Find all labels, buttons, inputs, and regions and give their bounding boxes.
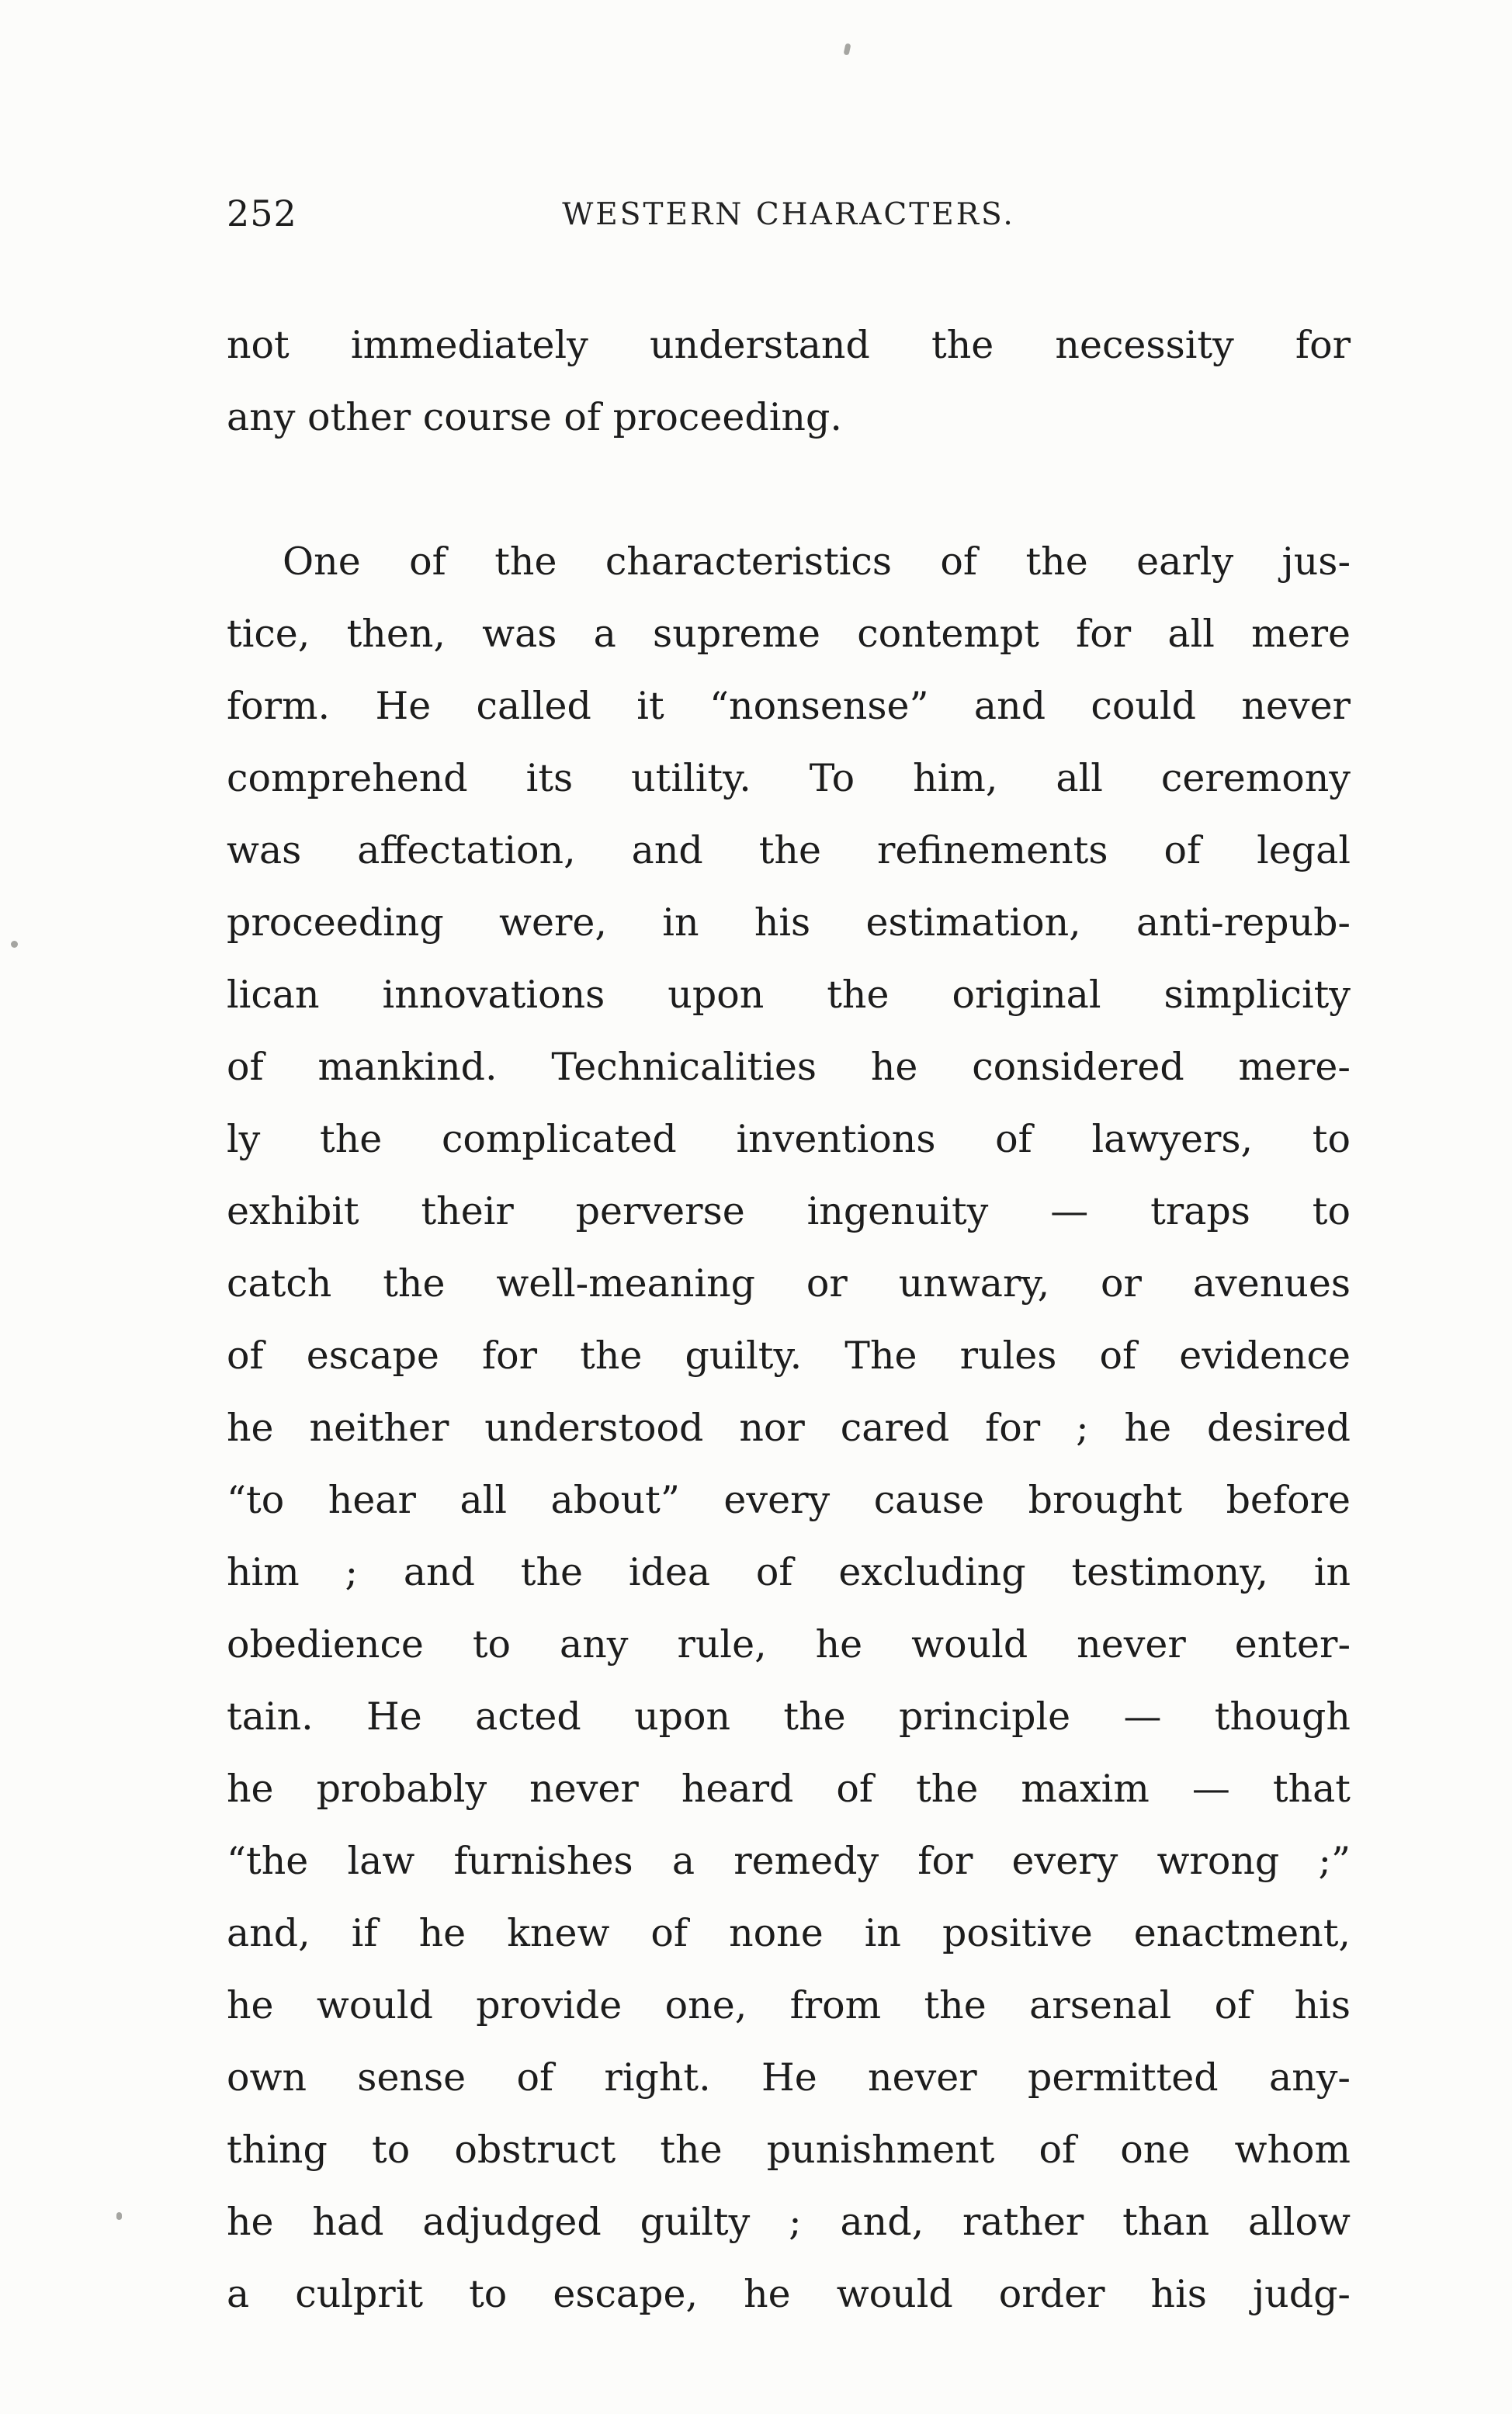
text-line: form. He called it “nonsense” and could never [227, 684, 1351, 728]
text-line: was affectation, and the refinements of legal [227, 828, 1351, 872]
text-line: thing to obstruct the punishment of one whom [227, 2128, 1351, 2172]
page-number: 252 [227, 192, 297, 234]
text-line: comprehend its utility. To him, all ceremony [227, 756, 1351, 800]
scan-speck [844, 43, 851, 55]
text-line: of escape for the guilty. The rules of evidence [227, 1334, 1351, 1378]
text-line: he had adjudged guilty ; and, rather than allow [227, 2200, 1351, 2244]
text-line: catch the well-meaning or unwary, or avenues [227, 1261, 1351, 1306]
scan-speck [116, 2212, 122, 2220]
text-line: exhibit their perverse ingenuity — traps to [227, 1189, 1351, 1233]
text-line: a culprit to escape, he would order his judg- [227, 2272, 1351, 2316]
page-header [227, 192, 1351, 241]
text-block [227, 192, 1351, 2330]
text-line: obedience to any rule, he would never enter- [227, 1622, 1351, 1667]
paragraph [227, 309, 1351, 453]
text-line: “to hear all about” every cause brought before [227, 1478, 1351, 1522]
scan-speck [11, 941, 18, 948]
text-line: tain. He acted upon the principle — though [227, 1694, 1351, 1739]
text-line: ly the complicated inventions of lawyers, to [227, 1117, 1351, 1161]
running-title: WESTERN CHARACTERS. [562, 197, 1015, 232]
text-line: One of the characteristics of the early jus- [283, 539, 1351, 584]
text-line: own sense of right. He never permitted any- [227, 2055, 1351, 2100]
text-line: not immediately understand the necessity for [227, 323, 1351, 367]
text-line: he would provide one, from the arsenal of his [227, 1983, 1351, 2027]
text-line: and, if he knew of none in positive enactment, [227, 1911, 1351, 1955]
text-line: proceeding were, in his estimation, anti-repub- [227, 900, 1351, 945]
text-line: he neither understood nor cared for ; he desired [227, 1406, 1351, 1450]
text-line: any other course of proceeding. [227, 395, 842, 439]
text-line: he probably never heard of the maxim — that [227, 1767, 1351, 1811]
page-body [227, 309, 1351, 2330]
text-line: lican innovations upon the original simplicity [227, 973, 1351, 1017]
text-line: “the law furnishes a remedy for every wrong ;” [227, 1839, 1351, 1883]
text-line: him ; and the idea of excluding testimony, in [227, 1550, 1351, 1594]
text-line: tice, then, was a supreme contempt for all mere [227, 612, 1351, 656]
text-line: of mankind. Technicalities he considered mere- [227, 1045, 1351, 1089]
paragraph [227, 525, 1351, 2330]
